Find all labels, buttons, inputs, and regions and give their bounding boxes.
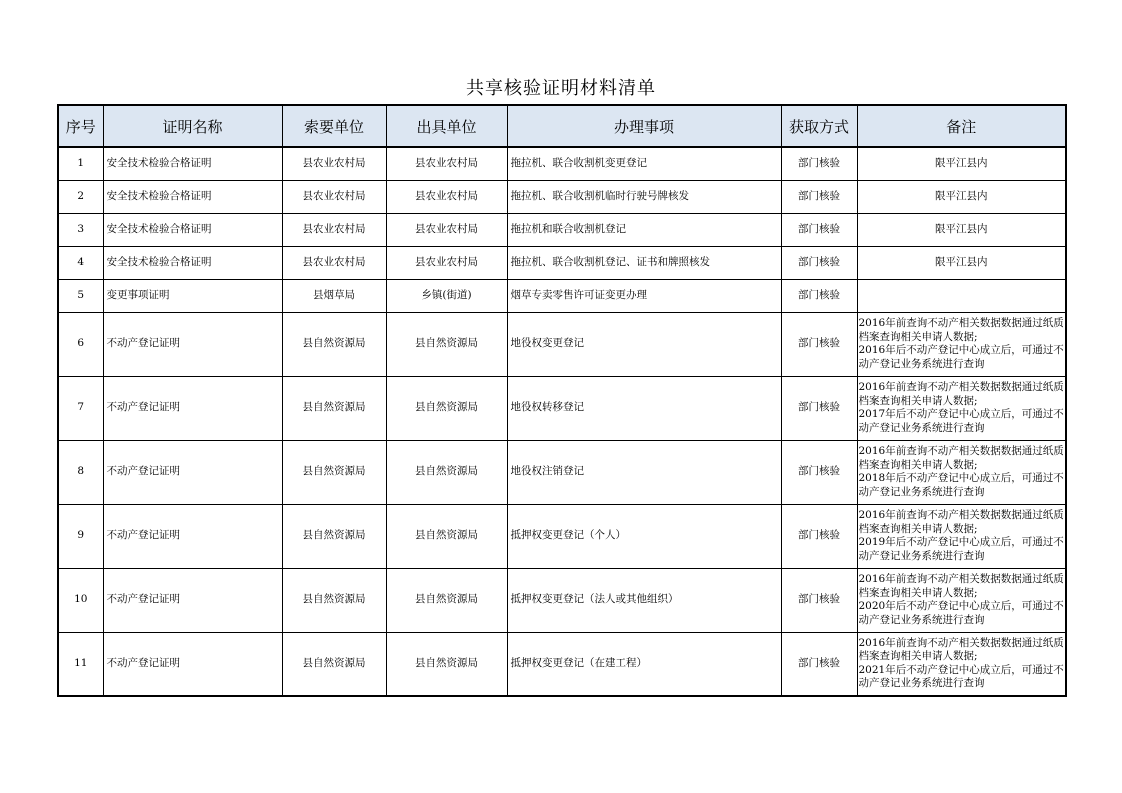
cell-note	[857, 568, 1066, 632]
header-cell-requester: 索要单位	[282, 105, 386, 147]
cell-matter: 拖拉机和联合收割机登记	[507, 213, 781, 246]
cell-issuer: 县自然资源局	[386, 632, 507, 696]
cell-no: 6	[58, 312, 103, 376]
table-row	[58, 279, 1066, 312]
cell-no: 11	[58, 632, 103, 696]
header-cell-no: 序号	[58, 105, 103, 147]
cell-matter: 抵押权变更登记（个人）	[507, 504, 781, 568]
cell-issuer: 乡镇(街道)	[386, 279, 507, 312]
note-line: 档案查询相关申请人数据;	[858, 586, 978, 599]
cell-requester: 县自然资源局	[282, 312, 386, 376]
cell-no: 4	[58, 246, 103, 279]
note-line: 2016年后不动产登记中心成立后，可通过不	[858, 344, 1064, 356]
certificate-list-table	[57, 104, 1067, 697]
cell-issuer: 县农业农村局	[386, 246, 507, 279]
cell-requester: 县自然资源局	[282, 504, 386, 568]
cell-matter: 拖拉机、联合收割机临时行驶号牌核发	[507, 180, 781, 213]
header-cell-name: 证明名称	[103, 105, 282, 147]
note-line: 2016年前查询不动产相关数据数据通过纸质	[858, 573, 1064, 585]
cell-method: 部门核验	[781, 376, 857, 440]
cell-no: 2	[58, 180, 103, 213]
note-line: 动产登记业务系统进行查询	[858, 677, 985, 690]
table-row	[58, 440, 1066, 504]
cell-note	[857, 632, 1066, 696]
table-row	[58, 147, 1066, 180]
cell-method: 部门核验	[781, 213, 857, 246]
cell-no: 3	[58, 213, 103, 246]
cell-name: 不动产登记证明	[103, 440, 282, 504]
cell-matter: 地役权变更登记	[507, 312, 781, 376]
cell-requester: 县农业农村局	[282, 180, 386, 213]
note-line: 档案查询相关申请人数据;	[858, 330, 978, 343]
cell-issuer: 县自然资源局	[386, 504, 507, 568]
cell-note	[857, 504, 1066, 568]
cell-requester: 县烟草局	[282, 279, 386, 312]
cell-note: 限平江县内	[857, 246, 1066, 279]
cell-method: 部门核验	[781, 246, 857, 279]
cell-issuer: 县自然资源局	[386, 312, 507, 376]
note-line: 动产登记业务系统进行查询	[858, 357, 985, 370]
header-cell-matter: 办理事项	[507, 105, 781, 147]
cell-method: 部门核验	[781, 312, 857, 376]
cell-name: 不动产登记证明	[103, 632, 282, 696]
cell-note	[857, 312, 1066, 376]
cell-note: 限平江县内	[857, 180, 1066, 213]
header-cell-method: 获取方式	[781, 105, 857, 147]
note-line: 动产登记业务系统进行查询	[858, 421, 985, 434]
table-row	[58, 376, 1066, 440]
cell-name: 不动产登记证明	[103, 504, 282, 568]
cell-matter: 地役权注销登记	[507, 440, 781, 504]
cell-name: 不动产登记证明	[103, 376, 282, 440]
cell-requester: 县农业农村局	[282, 213, 386, 246]
cell-method: 部门核验	[781, 632, 857, 696]
cell-method: 部门核验	[781, 440, 857, 504]
table-row	[58, 246, 1066, 279]
cell-no: 10	[58, 568, 103, 632]
note-line: 档案查询相关申请人数据;	[858, 522, 978, 535]
cell-note	[857, 279, 1066, 312]
cell-matter: 抵押权变更登记（法人或其他组织）	[507, 568, 781, 632]
cell-no: 1	[58, 147, 103, 180]
note-line: 档案查询相关申请人数据;	[858, 650, 978, 663]
cell-name: 安全技术检验合格证明	[103, 180, 282, 213]
cell-issuer: 县农业农村局	[386, 213, 507, 246]
cell-matter: 拖拉机、联合收割机变更登记	[507, 147, 781, 180]
cell-name: 不动产登记证明	[103, 312, 282, 376]
table-row	[58, 504, 1066, 568]
note-line: 动产登记业务系统进行查询	[858, 485, 985, 498]
note-line: 2018年后不动产登记中心成立后，可通过不	[858, 472, 1064, 484]
cell-requester: 县农业农村局	[282, 246, 386, 279]
cell-note	[857, 376, 1066, 440]
cell-matter: 烟草专卖零售许可证变更办理	[507, 279, 781, 312]
note-line: 2016年前查询不动产相关数据数据通过纸质	[858, 445, 1064, 457]
cell-issuer: 县自然资源局	[386, 376, 507, 440]
table-row	[58, 180, 1066, 213]
table-row	[58, 312, 1066, 376]
cell-requester: 县农业农村局	[282, 147, 386, 180]
note-line: 档案查询相关申请人数据;	[858, 458, 978, 471]
cell-issuer: 县农业农村局	[386, 147, 507, 180]
note-line: 2016年前查询不动产相关数据数据通过纸质	[858, 317, 1064, 329]
table-row	[58, 568, 1066, 632]
cell-name: 安全技术检验合格证明	[103, 147, 282, 180]
cell-issuer: 县自然资源局	[386, 440, 507, 504]
table-row	[58, 632, 1066, 696]
cell-no: 8	[58, 440, 103, 504]
note-line: 2019年后不动产登记中心成立后，可通过不	[858, 536, 1064, 548]
note-line: 动产登记业务系统进行查询	[858, 613, 985, 626]
note-line: 2020年后不动产登记中心成立后，可通过不	[858, 600, 1064, 612]
cell-name: 不动产登记证明	[103, 568, 282, 632]
cell-method: 部门核验	[781, 504, 857, 568]
cell-issuer: 县农业农村局	[386, 180, 507, 213]
cell-name: 安全技术检验合格证明	[103, 246, 282, 279]
table-row	[58, 213, 1066, 246]
cell-method: 部门核验	[781, 147, 857, 180]
note-line: 2021年后不动产登记中心成立后，可通过不	[858, 663, 1064, 676]
note-line: 2016年前查询不动产相关数据数据通过纸质	[858, 509, 1064, 521]
cell-requester: 县自然资源局	[282, 632, 386, 696]
header-row	[58, 105, 1066, 147]
cell-method: 部门核验	[781, 279, 857, 312]
document-title: 共享核验证明材料清单	[466, 78, 656, 99]
cell-method: 部门核验	[781, 568, 857, 632]
cell-matter: 地役权转移登记	[507, 376, 781, 440]
cell-name: 变更事项证明	[103, 279, 282, 312]
cell-requester: 县自然资源局	[282, 376, 386, 440]
cell-note: 限平江县内	[857, 213, 1066, 246]
header-cell-issuer: 出具单位	[386, 105, 507, 147]
cell-no: 9	[58, 504, 103, 568]
note-line: 2016年前查询不动产相关数据数据通过纸质	[858, 636, 1064, 649]
header-cell-note: 备注	[857, 105, 1066, 147]
note-line: 动产登记业务系统进行查询	[858, 549, 985, 562]
cell-note: 限平江县内	[857, 147, 1066, 180]
cell-matter: 拖拉机、联合收割机登记、证书和牌照核发	[507, 246, 781, 279]
note-line: 2016年前查询不动产相关数据数据通过纸质	[858, 381, 1064, 393]
cell-note	[857, 440, 1066, 504]
cell-requester: 县自然资源局	[282, 568, 386, 632]
cell-no: 5	[58, 279, 103, 312]
cell-method: 部门核验	[781, 180, 857, 213]
cell-name: 安全技术检验合格证明	[103, 213, 282, 246]
note-line: 档案查询相关申请人数据;	[858, 394, 978, 407]
cell-issuer: 县自然资源局	[386, 568, 507, 632]
note-line: 2017年后不动产登记中心成立后，可通过不	[858, 408, 1064, 420]
cell-requester: 县自然资源局	[282, 440, 386, 504]
cell-matter: 抵押权变更登记（在建工程）	[507, 632, 781, 696]
cell-no: 7	[58, 376, 103, 440]
